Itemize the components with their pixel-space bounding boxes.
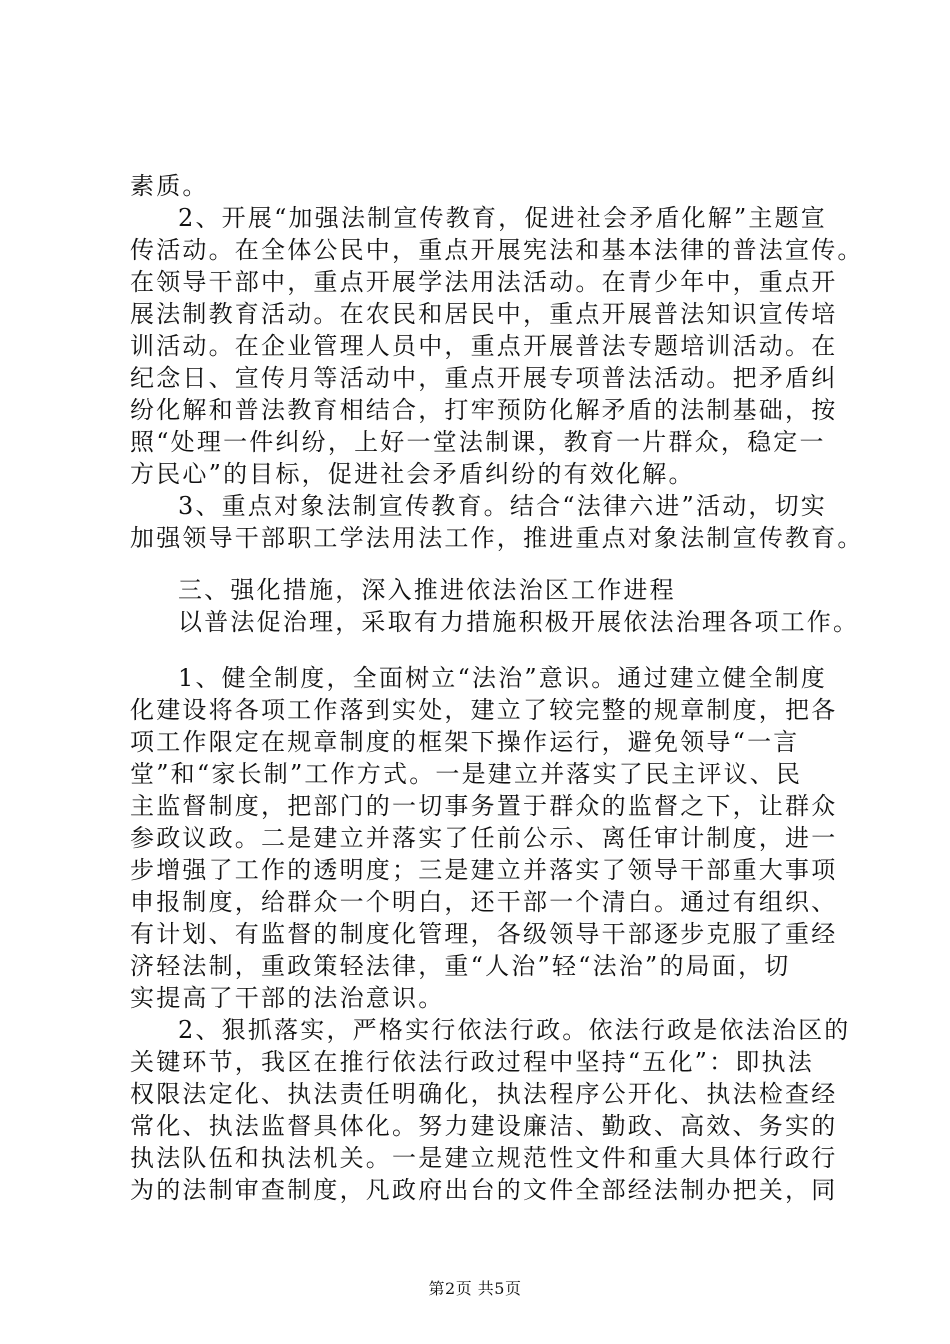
text-line: 项工作限定在规章制度的框架下操作运行，避免领导“一言 xyxy=(130,728,800,756)
text-line: 训活动。在企业管理人员中，重点开展普法专题培训活动。在 xyxy=(130,332,838,360)
text-line: 济轻法制，重政策轻法律，重“人治”轻“法治”的局面，切 xyxy=(130,952,791,980)
text-line: 步增强了工作的透明度；三是建立并落实了领导干部重大事项 xyxy=(130,856,838,884)
text-line: 在领导干部中，重点开展学法用法活动。在青少年中，重点开 xyxy=(130,268,838,296)
text-line: 素质。 xyxy=(130,172,209,200)
page-number-footer: 第2页 共5页 xyxy=(428,1279,522,1298)
text-line: 加强领导干部职工学法用法工作，推进重点对象法制宣传教育。 xyxy=(130,524,864,552)
text-line: 照“处理一件纠纷，上好一堂法制课，教育一片群众，稳定一 xyxy=(130,428,826,456)
text-line: 2、狠抓落实，严格实行依法行政。依法行政是依法治区的 xyxy=(178,1016,851,1044)
section-heading: 三、强化措施，深入推进依法治区工作进程 xyxy=(178,576,676,604)
text-line: 展法制教育活动。在农民和居民中，重点开展普法知识宣传培 xyxy=(130,300,838,328)
text-line: 参政议政。二是建立并落实了任前公示、离任审计制度，进一 xyxy=(130,824,838,852)
text-line: 2、开展“加强法制宣传教育，促进社会矛盾化解”主题宣 xyxy=(178,204,828,232)
text-line: 传活动。在全体公民中，重点开展宪法和基本法律的普法宣传。 xyxy=(130,236,864,264)
text-line: 执法队伍和执法机关。一是建立规范性文件和重大具体行政行 xyxy=(130,1144,838,1172)
text-line: 主监督制度，把部门的一切事务置于群众的监督之下，让群众 xyxy=(130,792,838,820)
text-line: 常化、执法监督具体化。努力建设廉洁、勤政、高效、务实的 xyxy=(130,1112,838,1140)
text-line: 方民心”的目标，促进社会矛盾纠纷的有效化解。 xyxy=(130,460,695,488)
text-line: 申报制度，给群众一个明白，还干部一个清白。通过有组织、 xyxy=(130,888,838,916)
text-line: 关键环节，我区在推行依法行政过程中坚持“五化”：即执法 xyxy=(130,1048,814,1076)
text-line: 以普法促治理，采取有力措施积极开展依法治理各项工作。 xyxy=(178,608,860,636)
text-line: 实提高了干部的法治意识。 xyxy=(130,984,445,1012)
text-line: 1、健全制度，全面树立“法治”意识。通过建立健全制度 xyxy=(178,664,828,692)
text-line: 化建设将各项工作落到实处，建立了较完整的规章制度，把各 xyxy=(130,696,838,724)
text-line: 为的法制审查制度，凡政府出台的文件全部经法制办把关，同 xyxy=(130,1176,838,1204)
text-line: 堂”和“家长制”工作方式。一是建立并落实了民主评议、民 xyxy=(130,760,803,788)
text-line: 3、重点对象法制宣传教育。结合“法律六进”活动，切实 xyxy=(178,492,828,520)
text-line: 权限法定化、执法责任明确化，执法程序公开化、执法检查经 xyxy=(130,1080,838,1108)
text-line: 纷化解和普法教育相结合，打牢预防化解矛盾的法制基础，按 xyxy=(130,396,838,424)
text-line: 有计划、有监督的制度化管理，各级领导干部逐步克服了重经 xyxy=(130,920,838,948)
text-line: 纪念日、宣传月等活动中，重点开展专项普法活动。把矛盾纠 xyxy=(130,364,838,392)
